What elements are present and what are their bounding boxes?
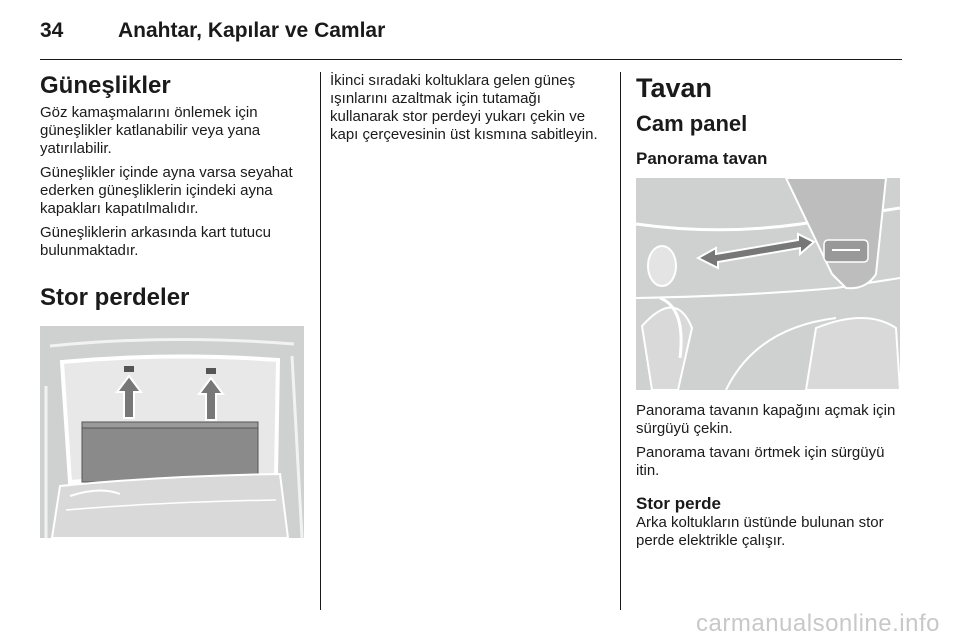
heading-panorama-roof: Panorama tavan	[636, 149, 768, 168]
sun-visor-paragraph-3: Güneşliklerin arkasında kart tutucu bulunmaktadır.	[40, 224, 271, 259]
column-3	[636, 72, 904, 556]
chapter-title: Anahtar, Kapılar ve Camlar	[118, 19, 386, 42]
column-divider-2	[620, 72, 621, 610]
column-2	[330, 72, 608, 150]
roller-blind-illustration	[40, 326, 304, 538]
watermark: carmanualsonline.info	[696, 610, 940, 637]
column-divider-1	[320, 72, 321, 610]
sun-visor-paragraph-2: Güneşlikler içinde ayna varsa seyahat ederken güneşliklerin içindeki ayna kapakları kapatılmalıdır.	[40, 164, 293, 217]
column-1	[40, 72, 304, 538]
heading-roof: Tavan	[636, 73, 713, 103]
heading-roller-blinds: Stor perdeler	[40, 284, 190, 311]
panorama-open-instructions: Panorama tavanın kapağını açmak için sürgüyü çekin.	[636, 402, 896, 437]
heading-stor-perde: Stor perde	[636, 494, 722, 513]
sun-visor-paragraph-1: Göz kamaşmalarını önlemek için güneşlikler katlanabilir veya yana yatırılabilir.	[40, 104, 261, 157]
heading-sun-visors: Güneşlikler	[40, 72, 171, 99]
page-number: 34	[40, 19, 64, 42]
heading-glass-panel: Cam panel	[636, 111, 748, 136]
panorama-close-instructions: Panorama tavanı örtmek için sürgüyü itin.	[636, 444, 885, 479]
roller-blind-instructions: İkinci sıradaki koltuklara gelen güneş ışınlarını azaltmak için tutamağı kullanarak stor perdeyi yukarı çekin ve kapı çerçevesinin üst kısmına sabitleyin.	[330, 72, 598, 143]
panorama-roof-illustration	[636, 178, 900, 390]
stor-perde-text: Arka koltukların üstünde bulunan stor perde elektrikle çalışır.	[636, 514, 884, 549]
page-header	[40, 14, 902, 60]
